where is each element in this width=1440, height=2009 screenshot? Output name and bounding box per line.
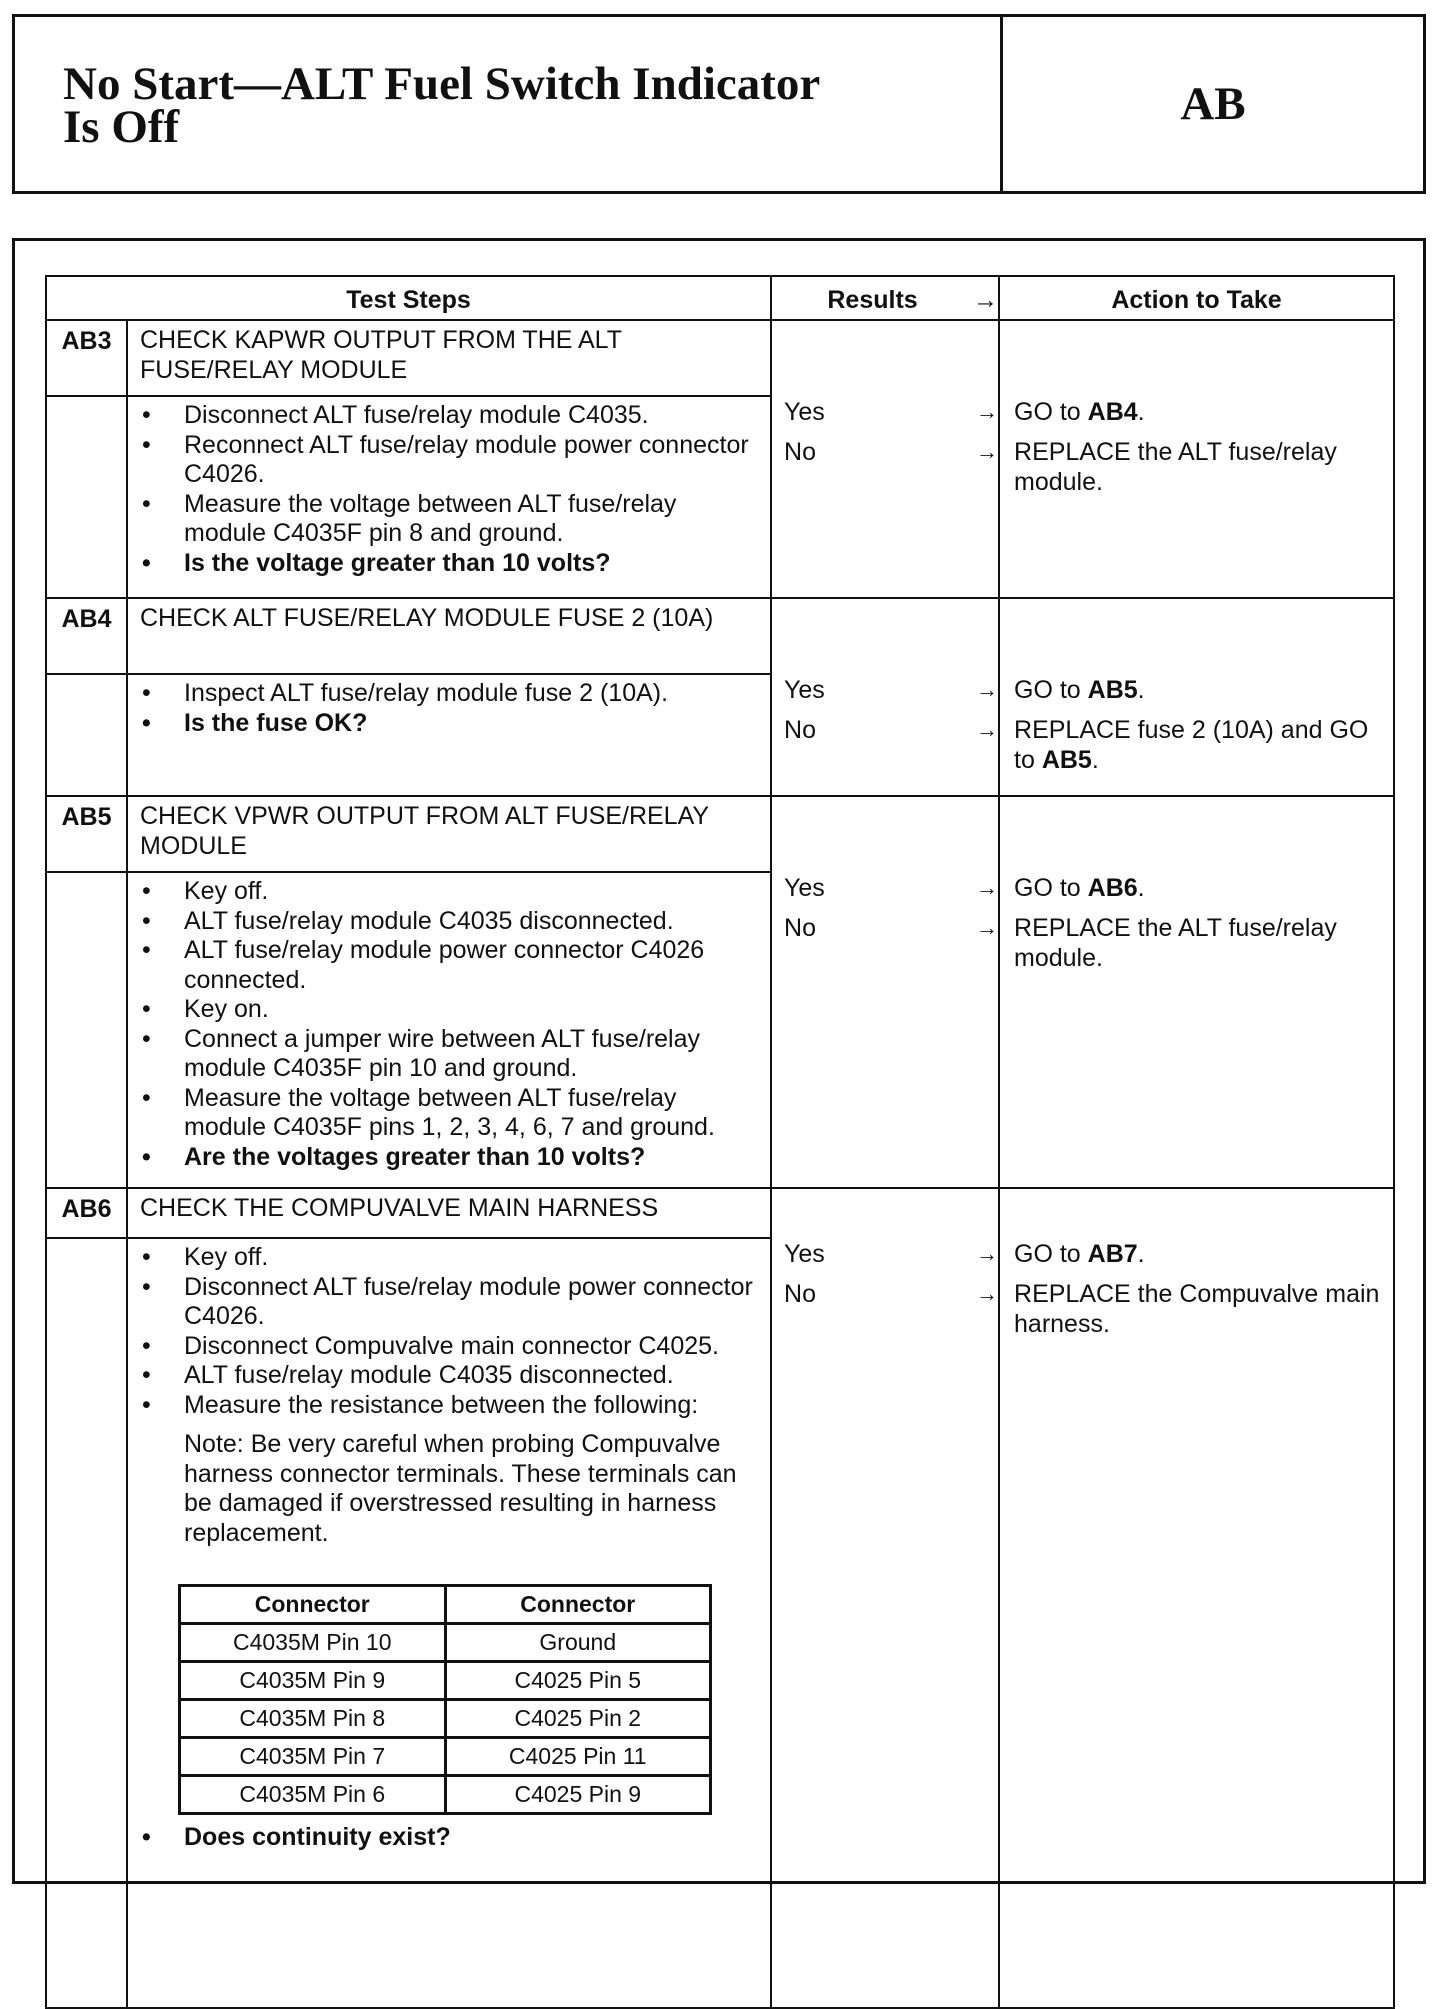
step-id-spacer bbox=[46, 872, 127, 1188]
result-yes bbox=[772, 1239, 998, 1279]
action-cell bbox=[999, 598, 1394, 796]
page-title bbox=[15, 17, 1003, 191]
arrow-icon: → bbox=[976, 875, 999, 900]
result-label: No bbox=[784, 914, 816, 942]
step-instructions bbox=[127, 674, 771, 796]
step-note: Note: Be very careful when probing Compuvalve harness connector terminals. These terminals can be damaged if overstressed resulting in harness replacement. bbox=[184, 1430, 737, 1547]
action-label: REPLACE the Compuvalve main harness. bbox=[1014, 1280, 1380, 1338]
action-ref: AB6 bbox=[1087, 874, 1138, 902]
result-label: Yes bbox=[784, 676, 825, 704]
content-frame bbox=[12, 238, 1426, 1884]
action-tail: . bbox=[1091, 746, 1099, 774]
action-text bbox=[1000, 715, 1393, 775]
action-text bbox=[1000, 873, 1393, 913]
table-row bbox=[180, 1738, 711, 1776]
connector-cell: C4035M Pin 8 bbox=[180, 1700, 446, 1738]
step-title-row bbox=[46, 796, 1394, 872]
step-instructions bbox=[127, 396, 771, 598]
result-label: Yes bbox=[784, 874, 825, 902]
step-title-row bbox=[46, 1188, 1394, 1238]
step-item: • Measure the voltage between ALT fuse/relay module C4035F pin 8 and ground. bbox=[142, 490, 760, 549]
title-line-1: No Start—ALT Fuel Switch Indicator bbox=[63, 58, 821, 110]
step-item: • ALT fuse/relay module power connector C4026 connected. bbox=[142, 936, 760, 995]
connector-cell: C4035M Pin 6 bbox=[180, 1776, 446, 1814]
connector-header: Connector bbox=[180, 1586, 446, 1624]
step-id: AB4 bbox=[46, 598, 127, 674]
result-label: No bbox=[784, 1280, 816, 1308]
action-ref: AB5 bbox=[1087, 676, 1138, 704]
connector-cell: C4025 Pin 11 bbox=[445, 1738, 711, 1776]
step-question: • Is the fuse OK? bbox=[142, 709, 760, 739]
arrow-icon: → bbox=[976, 439, 999, 464]
step-item: • ALT fuse/relay module C4035 disconnected. bbox=[142, 1361, 760, 1391]
step-id-spacer bbox=[46, 396, 127, 598]
step-id-spacer bbox=[46, 674, 127, 796]
result-label: No bbox=[784, 438, 816, 466]
arrow-icon: → bbox=[976, 1281, 999, 1306]
table-row bbox=[180, 1624, 711, 1662]
header-action: Action to Take bbox=[999, 276, 1394, 320]
result-yes bbox=[772, 397, 998, 437]
result-no bbox=[772, 715, 998, 755]
action-label: REPLACE fuse 2 (10A) and GO to bbox=[1014, 716, 1369, 774]
step-item: • Key off. bbox=[142, 877, 760, 907]
action-ref: AB7 bbox=[1087, 1240, 1138, 1268]
step-item: • Measure the voltage between ALT fuse/relay module C4035F pins 1, 2, 3, 4, 6, 7 and ground. bbox=[142, 1084, 760, 1143]
table-row bbox=[180, 1662, 711, 1700]
table-row bbox=[180, 1776, 711, 1814]
connector-cell: C4025 Pin 5 bbox=[445, 1662, 711, 1700]
result-yes bbox=[772, 873, 998, 913]
action-text bbox=[1000, 1239, 1393, 1279]
results-cell bbox=[771, 598, 999, 796]
step-instructions bbox=[127, 1238, 771, 2008]
step-id: AB3 bbox=[46, 320, 127, 396]
action-label: GO to bbox=[1014, 398, 1088, 426]
action-cell bbox=[999, 320, 1394, 598]
step-title-row bbox=[46, 320, 1394, 396]
step-id: AB5 bbox=[46, 796, 127, 872]
arrow-icon: → bbox=[976, 717, 999, 742]
step-item: • Measure the resistance between the following: bbox=[142, 1391, 760, 1421]
connector-header: Connector bbox=[445, 1586, 711, 1624]
arrow-icon: → bbox=[976, 1241, 999, 1266]
table-header-row bbox=[46, 276, 1394, 320]
result-label: Yes bbox=[784, 1240, 825, 1268]
action-ref: AB4 bbox=[1087, 398, 1138, 426]
step-question: • Is the voltage greater than 10 volts? bbox=[142, 549, 760, 579]
action-text bbox=[1000, 1279, 1393, 1339]
step-title: CHECK ALT FUSE/RELAY MODULE FUSE 2 (10A) bbox=[127, 598, 771, 674]
connector-cell: C4035M Pin 10 bbox=[180, 1624, 446, 1662]
action-label: REPLACE the ALT fuse/relay module. bbox=[1014, 914, 1337, 972]
arrow-icon: → bbox=[973, 285, 999, 314]
results-cell bbox=[771, 320, 999, 598]
header-results-label: Results bbox=[827, 285, 918, 314]
title-line-2: Is Off bbox=[63, 101, 180, 153]
step-item: • Key on. bbox=[142, 995, 760, 1025]
arrow-icon: → bbox=[976, 915, 999, 940]
table-row bbox=[180, 1700, 711, 1738]
test-steps-table bbox=[45, 275, 1395, 2009]
result-no bbox=[772, 1279, 998, 1319]
action-cell bbox=[999, 1188, 1394, 2008]
connector-cell: C4035M Pin 9 bbox=[180, 1662, 446, 1700]
action-text bbox=[1000, 397, 1393, 437]
result-no bbox=[772, 913, 998, 953]
result-label: No bbox=[784, 716, 816, 744]
result-no bbox=[772, 437, 998, 477]
step-item: • Disconnect Compuvalve main connector C4025. bbox=[142, 1332, 760, 1362]
step-id: AB6 bbox=[46, 1188, 127, 1238]
step-item: • Inspect ALT fuse/relay module fuse 2 (10A). bbox=[142, 679, 760, 709]
page-header bbox=[12, 14, 1426, 194]
result-yes bbox=[772, 675, 998, 715]
action-tail: . bbox=[1137, 1240, 1145, 1268]
action-label: GO to bbox=[1014, 676, 1088, 704]
connector-cell: C4035M Pin 7 bbox=[180, 1738, 446, 1776]
action-cell bbox=[999, 796, 1394, 1188]
header-test-steps: Test Steps bbox=[46, 276, 771, 320]
step-title-row bbox=[46, 598, 1394, 674]
step-item: • Key off. bbox=[142, 1243, 760, 1273]
step-id-spacer bbox=[46, 1238, 127, 2008]
action-text bbox=[1000, 675, 1393, 715]
section-code: AB bbox=[1180, 78, 1246, 130]
action-text bbox=[1000, 913, 1393, 973]
step-title: CHECK VPWR OUTPUT FROM ALT FUSE/RELAY MODULE bbox=[127, 796, 771, 872]
connector-cell: C4025 Pin 2 bbox=[445, 1700, 711, 1738]
step-instructions bbox=[127, 872, 771, 1188]
step-title: CHECK KAPWR OUTPUT FROM THE ALT FUSE/RELAY MODULE bbox=[127, 320, 771, 396]
arrow-icon: → bbox=[976, 677, 999, 702]
action-ref: AB5 bbox=[1041, 746, 1092, 774]
step-item: • Reconnect ALT fuse/relay module power connector C4026. bbox=[142, 431, 760, 490]
action-label: REPLACE the ALT fuse/relay module. bbox=[1014, 438, 1337, 496]
results-cell bbox=[771, 1188, 999, 2008]
step-item: • Disconnect ALT fuse/relay module power connector C4026. bbox=[142, 1273, 760, 1332]
connector-table bbox=[178, 1584, 712, 1815]
results-cell bbox=[771, 796, 999, 1188]
step-question: • Does continuity exist? bbox=[142, 1823, 760, 1853]
step-item: • Disconnect ALT fuse/relay module C4035. bbox=[142, 401, 760, 431]
step-item: • ALT fuse/relay module C4035 disconnected. bbox=[142, 907, 760, 937]
action-label: GO to bbox=[1014, 874, 1088, 902]
result-label: Yes bbox=[784, 398, 825, 426]
step-item: • Connect a jumper wire between ALT fuse/relay module C4035F pin 10 and ground. bbox=[142, 1025, 760, 1084]
arrow-icon: → bbox=[976, 399, 999, 424]
action-tail: . bbox=[1137, 874, 1145, 902]
connector-cell: C4025 Pin 9 bbox=[445, 1776, 711, 1814]
step-question: • Are the voltages greater than 10 volts? bbox=[142, 1143, 760, 1173]
action-tail: . bbox=[1137, 398, 1145, 426]
step-title: CHECK THE COMPUVALVE MAIN HARNESS bbox=[127, 1188, 771, 1238]
action-label: GO to bbox=[1014, 1240, 1088, 1268]
action-text bbox=[1000, 437, 1393, 497]
action-tail: . bbox=[1137, 676, 1145, 704]
header-results bbox=[771, 276, 999, 320]
connector-cell: Ground bbox=[445, 1624, 711, 1662]
